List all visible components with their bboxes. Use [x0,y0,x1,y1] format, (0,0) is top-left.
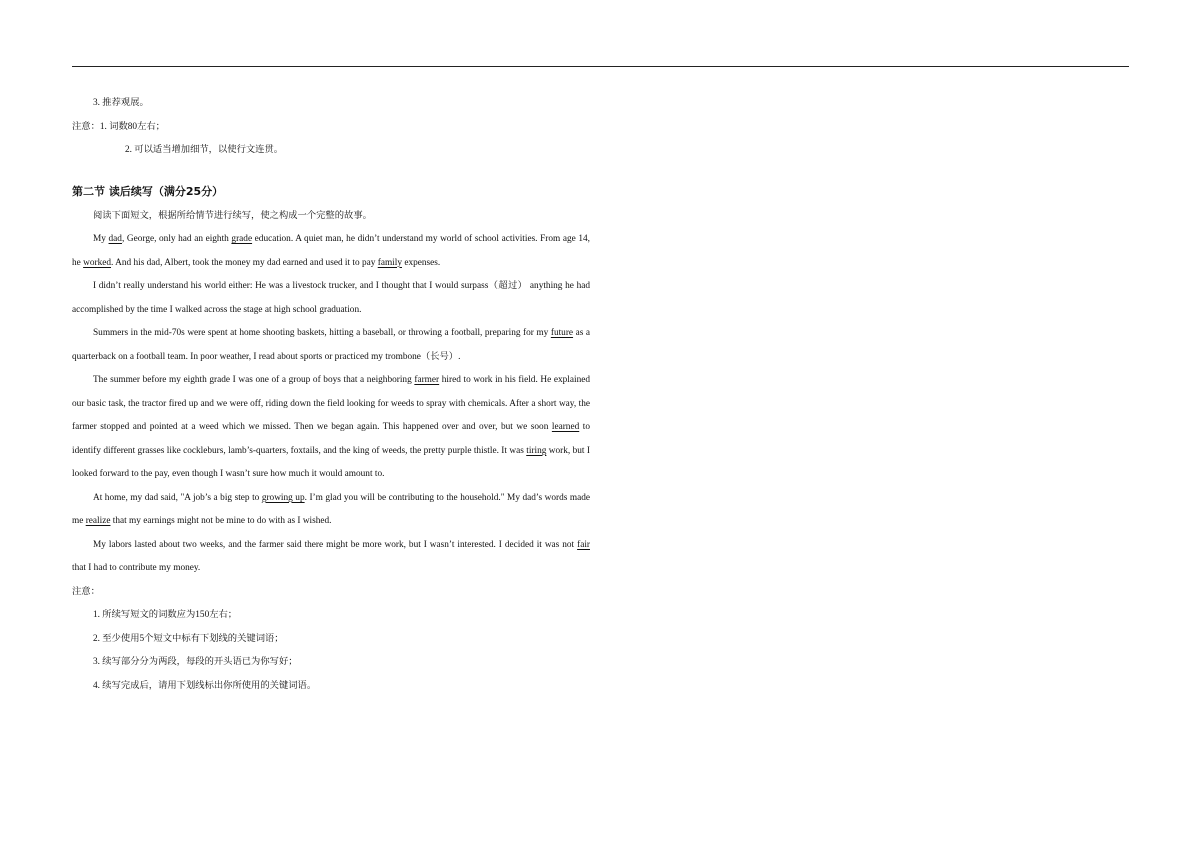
keyword-underlined: realize [85,516,111,526]
keyword-underlined: grade [231,234,253,244]
document-body [72,92,590,698]
text-run: I didn’t really understand his world either: He was a livestock trucker, and I thought that I would surpass（超过） anything he had accomplished by the time I walked across the stage at high school graduation. [72,281,590,315]
text-run: The summer before my eighth grade I was one of a group of boys that a neighboring [93,375,415,385]
story-paragraph-5 [72,487,590,534]
note-line-2: 2. 可以适当增加细节，以使行文连贯。 [125,145,284,155]
text-run: work, but I looked forward to the pay, even though I wasn’t sure how much it would amount to. [72,445,590,479]
section-heading: 第二节 读后续写（满分25分） [72,184,224,198]
text-run: , George, only had an eighth [121,234,232,244]
instruction-text: 阅读下面短文，根据所给情节进行续写，使之构成一个完整的故事。 [93,210,372,221]
text-run: . And his dad, Albert, took the money my dad earned and used it to pay [111,257,378,268]
note-item-3: 3. 续写部分分为两段，每段的开头语已为你写好； [93,657,298,667]
note-item-1: 1. 所续写短文的词数应为150左右； [93,610,238,620]
story-paragraph-2 [72,275,590,322]
keyword-underlined: family [377,257,402,268]
page-top-rule [72,66,1129,67]
story-paragraph-4 [72,369,590,487]
text-run: to identify different grasses like cockleburs, lamb’s-quarters, foxtails, and the king of weeds, the pretty purple thistle. It was [72,422,590,456]
text-run: that I had to contribute my money. [72,563,201,573]
story-paragraph-3 [72,322,590,369]
keyword-underlined: worked [83,257,111,268]
text-run: My [93,234,109,244]
story-paragraph-6 [72,534,590,581]
keyword-underlined: tiring [526,445,547,456]
note-item-4: 4. 续写完成后，请用下划线标出你所使用的关键词语。 [93,680,317,691]
keyword-underlined: dad [108,234,122,244]
text-run: as a quarterback on a football team. In poor weather, I read about sports or practiced my trombone（长号）. [72,328,590,362]
keyword-underlined: farmer [414,375,440,385]
note-item-2: 2. 至少使用5个短文中标有下划线的关键词语； [93,633,284,644]
item-3: 3. 推荐观展。 [93,98,149,108]
note-line-1: 注意：1. 词数80左右； [72,121,165,132]
text-run: that my earnings might not be mine to do with as I wished. [110,516,332,526]
text-run: hired to work in his field. He explained our basic task, the tractor fired up and we were off, riding down the field looking for weeds to spray with chemicals. After a short way, the farmer stopped and pointed at a weed which we missed. Then we began again. This happened over and over, but we soon [72,375,590,432]
keyword-underlined: growing up [261,492,305,503]
keyword-underlined: learned [551,422,580,432]
keyword-underlined: future [550,328,574,338]
text-run: At home, my dad said, "A job’s a big step to [93,492,262,503]
story-paragraph-1 [72,228,590,275]
text-run: My labors lasted about two weeks, and the farmer said there might be more work, but I wasn’t interested. I decided it was not [93,539,578,550]
notes-label: 注意： [72,586,100,597]
text-run: education. A quiet man, he didn’t understand my world of school activities. From age 14, he [72,234,590,268]
text-run: expenses. [402,257,441,268]
text-run: Summers in the mid-70s were spent at home shooting baskets, hitting a baseball, or throwing a football, preparing for my [93,328,551,338]
keyword-underlined: fair [577,539,590,550]
text-run: . I’m glad you will be contributing to the household." My dad’s words made me [72,492,590,526]
